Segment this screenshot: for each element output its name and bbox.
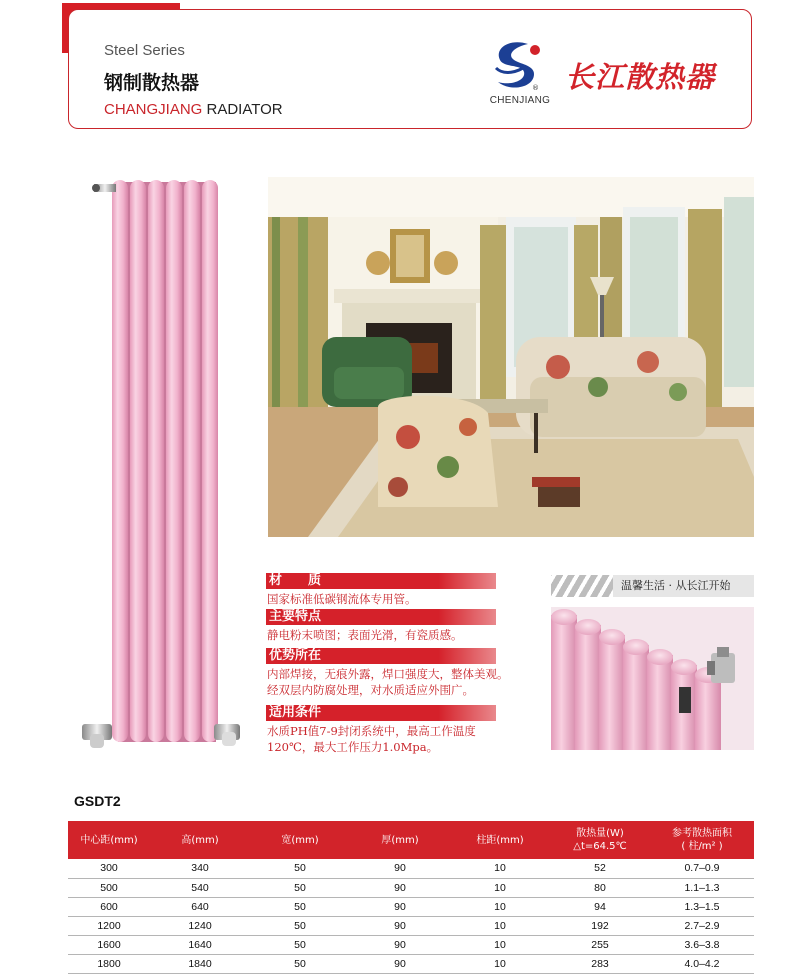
cell: 10 — [450, 916, 550, 935]
cell: 90 — [350, 878, 450, 897]
cell: 10 — [450, 897, 550, 916]
cell: 10 — [450, 859, 550, 878]
cell: 1200 — [68, 916, 150, 935]
cell: 94 — [550, 897, 650, 916]
slogan-bar — [551, 575, 754, 597]
cell: 255 — [550, 935, 650, 954]
table-row — [68, 935, 754, 954]
col-heating-area: 参考散热面积 ( 柱/m² ) — [650, 821, 754, 859]
radiator-closeup-image — [551, 607, 754, 750]
cell: 90 — [350, 916, 450, 935]
feature-title-material: 材 质 — [266, 573, 496, 589]
cell: 50 — [250, 954, 350, 973]
table-row — [68, 897, 754, 916]
cell: 1640 — [150, 935, 250, 954]
living-room-photo — [268, 177, 754, 537]
slogan-text: 温馨生活 · 从长江开始 — [621, 579, 731, 592]
cell: 50 — [250, 916, 350, 935]
logo-registered-mark: ® — [532, 84, 539, 92]
col-center-distance: 中心距(mm) — [68, 821, 150, 859]
col-width: 宽(mm) — [250, 821, 350, 859]
cell: 1.1–1.3 — [650, 878, 754, 897]
feature-text-conditions-1: 水质PH值7-9封闭系统中，最高工作温度 — [267, 724, 476, 738]
radiator-tall-image — [78, 176, 244, 756]
col-heat-output: 散热量(W) △t=64.5℃ — [550, 821, 650, 859]
series-title-en: Steel Series — [104, 42, 185, 59]
cell: 300 — [68, 859, 150, 878]
feature-text-advantages-1: 内部焊接，无痕外露，焊口强度大，整体美观。 — [267, 667, 509, 681]
cell: 50 — [250, 897, 350, 916]
feature-title-conditions: 适用条件 — [266, 705, 496, 721]
cell: 1840 — [150, 954, 250, 973]
feature-text-conditions-2: 120℃，最大工作压力1.0Mpa。 — [267, 740, 439, 754]
logo-text: CHENJIANG — [489, 95, 551, 106]
table-row — [68, 916, 754, 935]
table-row — [68, 878, 754, 897]
feature-title-advantages: 优势所在 — [266, 648, 496, 664]
cell: 90 — [350, 935, 450, 954]
col-column-pitch: 柱距(mm) — [450, 821, 550, 859]
cell: 50 — [250, 935, 350, 954]
spec-table — [68, 821, 754, 974]
company-logo-icon — [488, 38, 548, 94]
slogan-stripes — [551, 575, 613, 597]
cell: 1600 — [68, 935, 150, 954]
cell: 10 — [450, 878, 550, 897]
cell: 0.7–0.9 — [650, 859, 754, 878]
cell: 10 — [450, 935, 550, 954]
cell: 4.0–4.2 — [650, 954, 754, 973]
cell: 10 — [450, 954, 550, 973]
cell: 283 — [550, 954, 650, 973]
col-height: 高(mm) — [150, 821, 250, 859]
cell: 90 — [350, 859, 450, 878]
table-row — [68, 954, 754, 973]
series-title-cn: 钢制散热器 — [104, 72, 200, 94]
cell: 80 — [550, 878, 650, 897]
cell: 52 — [550, 859, 650, 878]
cell: 2.7–2.9 — [650, 916, 754, 935]
col-thickness: 厚(mm) — [350, 821, 450, 859]
model-name: GSDT2 — [74, 793, 121, 809]
table-header-row — [68, 821, 754, 859]
feature-text-characteristics: 静电粉末喷图；表面光滑，有瓷质感。 — [267, 628, 463, 642]
cell: 540 — [150, 878, 250, 897]
feature-title-characteristics: 主要特点 — [266, 609, 496, 625]
feature-text-material: 国家标准低碳钢流体专用管。 — [267, 592, 417, 606]
cell: 90 — [350, 897, 450, 916]
cell: 1800 — [68, 954, 150, 973]
brand-logo-cn: 长江散热器 — [565, 60, 716, 94]
cell: 3.6–3.8 — [650, 935, 754, 954]
cell: 640 — [150, 897, 250, 916]
cell: 600 — [68, 897, 150, 916]
brand-name-rest: RADIATOR — [202, 101, 283, 118]
cell: 340 — [150, 859, 250, 878]
cell: 50 — [250, 859, 350, 878]
cell: 192 — [550, 916, 650, 935]
table-row — [68, 859, 754, 878]
cell: 1240 — [150, 916, 250, 935]
brand-name — [104, 101, 283, 118]
feature-text-advantages-2: 经双层内防腐处理，对水质适应外围广。 — [267, 683, 474, 697]
cell: 1.3–1.5 — [650, 897, 754, 916]
brand-name-red: CHANGJIANG — [104, 101, 203, 118]
cell: 90 — [350, 954, 450, 973]
cell: 500 — [68, 878, 150, 897]
cell: 50 — [250, 878, 350, 897]
